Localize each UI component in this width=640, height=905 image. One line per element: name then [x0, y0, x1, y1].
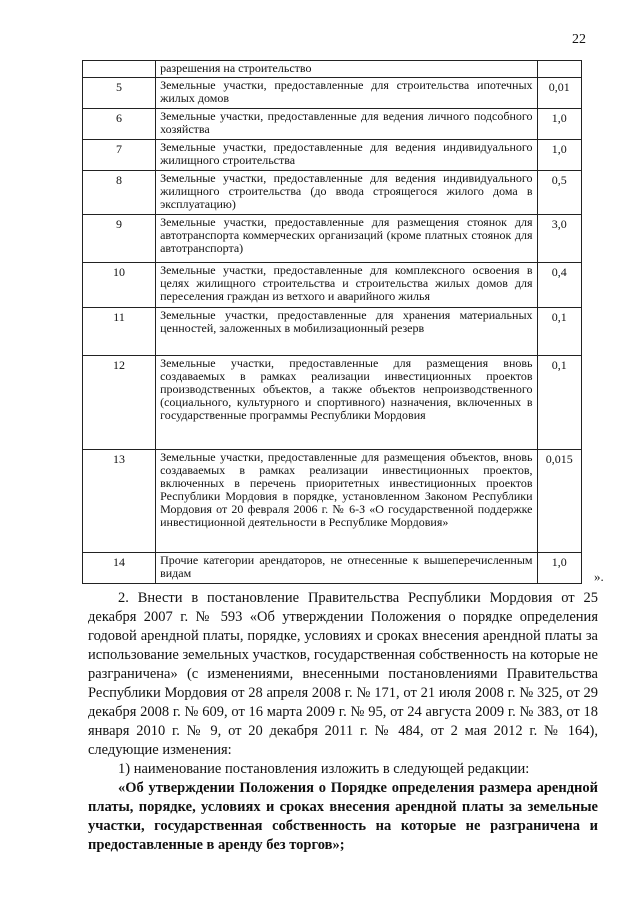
page-number: 22 [572, 32, 586, 47]
row-description: Земельные участки, предоставленные для размещения объектов, вновь создаваемых в рамках реализации инвестиционных проектов, включенных в перечень приоритетных инвестиционных проектов Республики Мордовия в порядке, установленном Законом Республики Мордовия от 20 февраля 2006 г. № 6-З «О государственной поддержке инвестиционной деятельности в Республике Мордовия» [156, 450, 537, 553]
row-coefficient: 0,015 [537, 450, 581, 553]
row-number: 8 [83, 171, 156, 215]
closing-quote-mark: ». [594, 569, 604, 584]
row-description: Прочие категории арендаторов, не отнесенные к вышеперечисленным видам [156, 553, 537, 584]
row-number: 7 [83, 140, 156, 171]
row-description: Земельные участки, предоставленные для комплексного освоения в целях жилищного строительства и строительства жилых домов для переселения граждан из ветхого и аварийного жилья [156, 263, 537, 308]
table-row [83, 308, 582, 356]
row-number: 11 [83, 308, 156, 356]
row-coefficient: 0,4 [537, 263, 581, 308]
row-coefficient: 0,1 [537, 356, 581, 450]
table-row [83, 140, 582, 171]
table-row [83, 263, 582, 308]
row-number: 6 [83, 109, 156, 140]
row-description: Земельные участки, предоставленные для ведения индивидуального жилищного строительства (до ввода строящегося жилого дома в эксплуатацию) [156, 171, 537, 215]
row-description: Земельные участки, предоставленные для ведения индивидуального жилищного строительства [156, 140, 537, 171]
table-row [83, 61, 582, 78]
row-coefficient: 1,0 [537, 140, 581, 171]
table-row [83, 215, 582, 263]
table-row [83, 450, 582, 553]
row-description: Земельные участки, предоставленные для размещения вновь создаваемых в рамках реализации инвестиционных проектов производственных объектов, а также объектов непроизводственного (социального, культурного и спортивного) назначения, включенных в государственные программы Республики Мордовия [156, 356, 537, 450]
row-number: 14 [83, 553, 156, 584]
row-description: разрешения на строительство [156, 61, 537, 78]
table-row [83, 553, 582, 584]
coefficients-table [82, 60, 582, 584]
table-row [83, 171, 582, 215]
row-description: Земельные участки, предоставленные для размещения стоянок для автотранспорта коммерческих организаций (кроме платных стоянок для автотранспорта) [156, 215, 537, 263]
amendment-text [88, 589, 598, 855]
row-description: Земельные участки, предоставленные для хранения материальных ценностей, заложенных в мобилизационный резерв [156, 308, 537, 356]
paragraph-new-title: «Об утверждении Положения о Порядке определения размера арендной платы, порядке, условиях и сроках внесения арендной платы за земельные участки, государственная собственность на которые не разграничена и предоставленные в аренду без торгов»; [88, 780, 598, 853]
table-row [83, 109, 582, 140]
row-description: Земельные участки, предоставленные для строительства ипотечных жилых домов [156, 78, 537, 109]
row-coefficient: 0,1 [537, 308, 581, 356]
row-coefficient: 0,5 [537, 171, 581, 215]
row-coefficient: 1,0 [537, 553, 581, 584]
paragraph-amendment-item-1: 1) наименование постановления изложить в следующей редакции: [118, 761, 530, 777]
row-number [83, 61, 156, 78]
row-coefficient: 1,0 [537, 109, 581, 140]
table-row [83, 78, 582, 109]
row-number: 13 [83, 450, 156, 553]
row-number: 9 [83, 215, 156, 263]
paragraph-amendment-intro: 2. Внести в постановление Правительства Республики Мордовия от 25 декабря 2007 г. № 593 «Об утверждении Положения о порядке определения годовой арендной платы, порядке, условиях и сроках внесения арендной платы за использование земельных участков, государственная собственность на которые не разграничена» (с изменениями, внесенными постановлениями Правительства Республики Мордовия от 28 апреля 2008 г. № 171, от 21 июля 2008 г. № 325, от 29 декабря 2008 г. № 609, от 16 марта 2009 г. № 95, от 24 августа 2009 г. № 383, от 18 января 2010 г. № 9, от 20 декабря 2011 г. № 484, от 2 мая 2012 г. № 164), следующие изменения: [88, 590, 598, 758]
row-number: 12 [83, 356, 156, 450]
row-description: Земельные участки, предоставленные для ведения личного подсобного хозяйства [156, 109, 537, 140]
row-number: 5 [83, 78, 156, 109]
row-coefficient [537, 61, 581, 78]
row-number: 10 [83, 263, 156, 308]
row-coefficient: 0,01 [537, 78, 581, 109]
table-row [83, 356, 582, 450]
row-coefficient: 3,0 [537, 215, 581, 263]
